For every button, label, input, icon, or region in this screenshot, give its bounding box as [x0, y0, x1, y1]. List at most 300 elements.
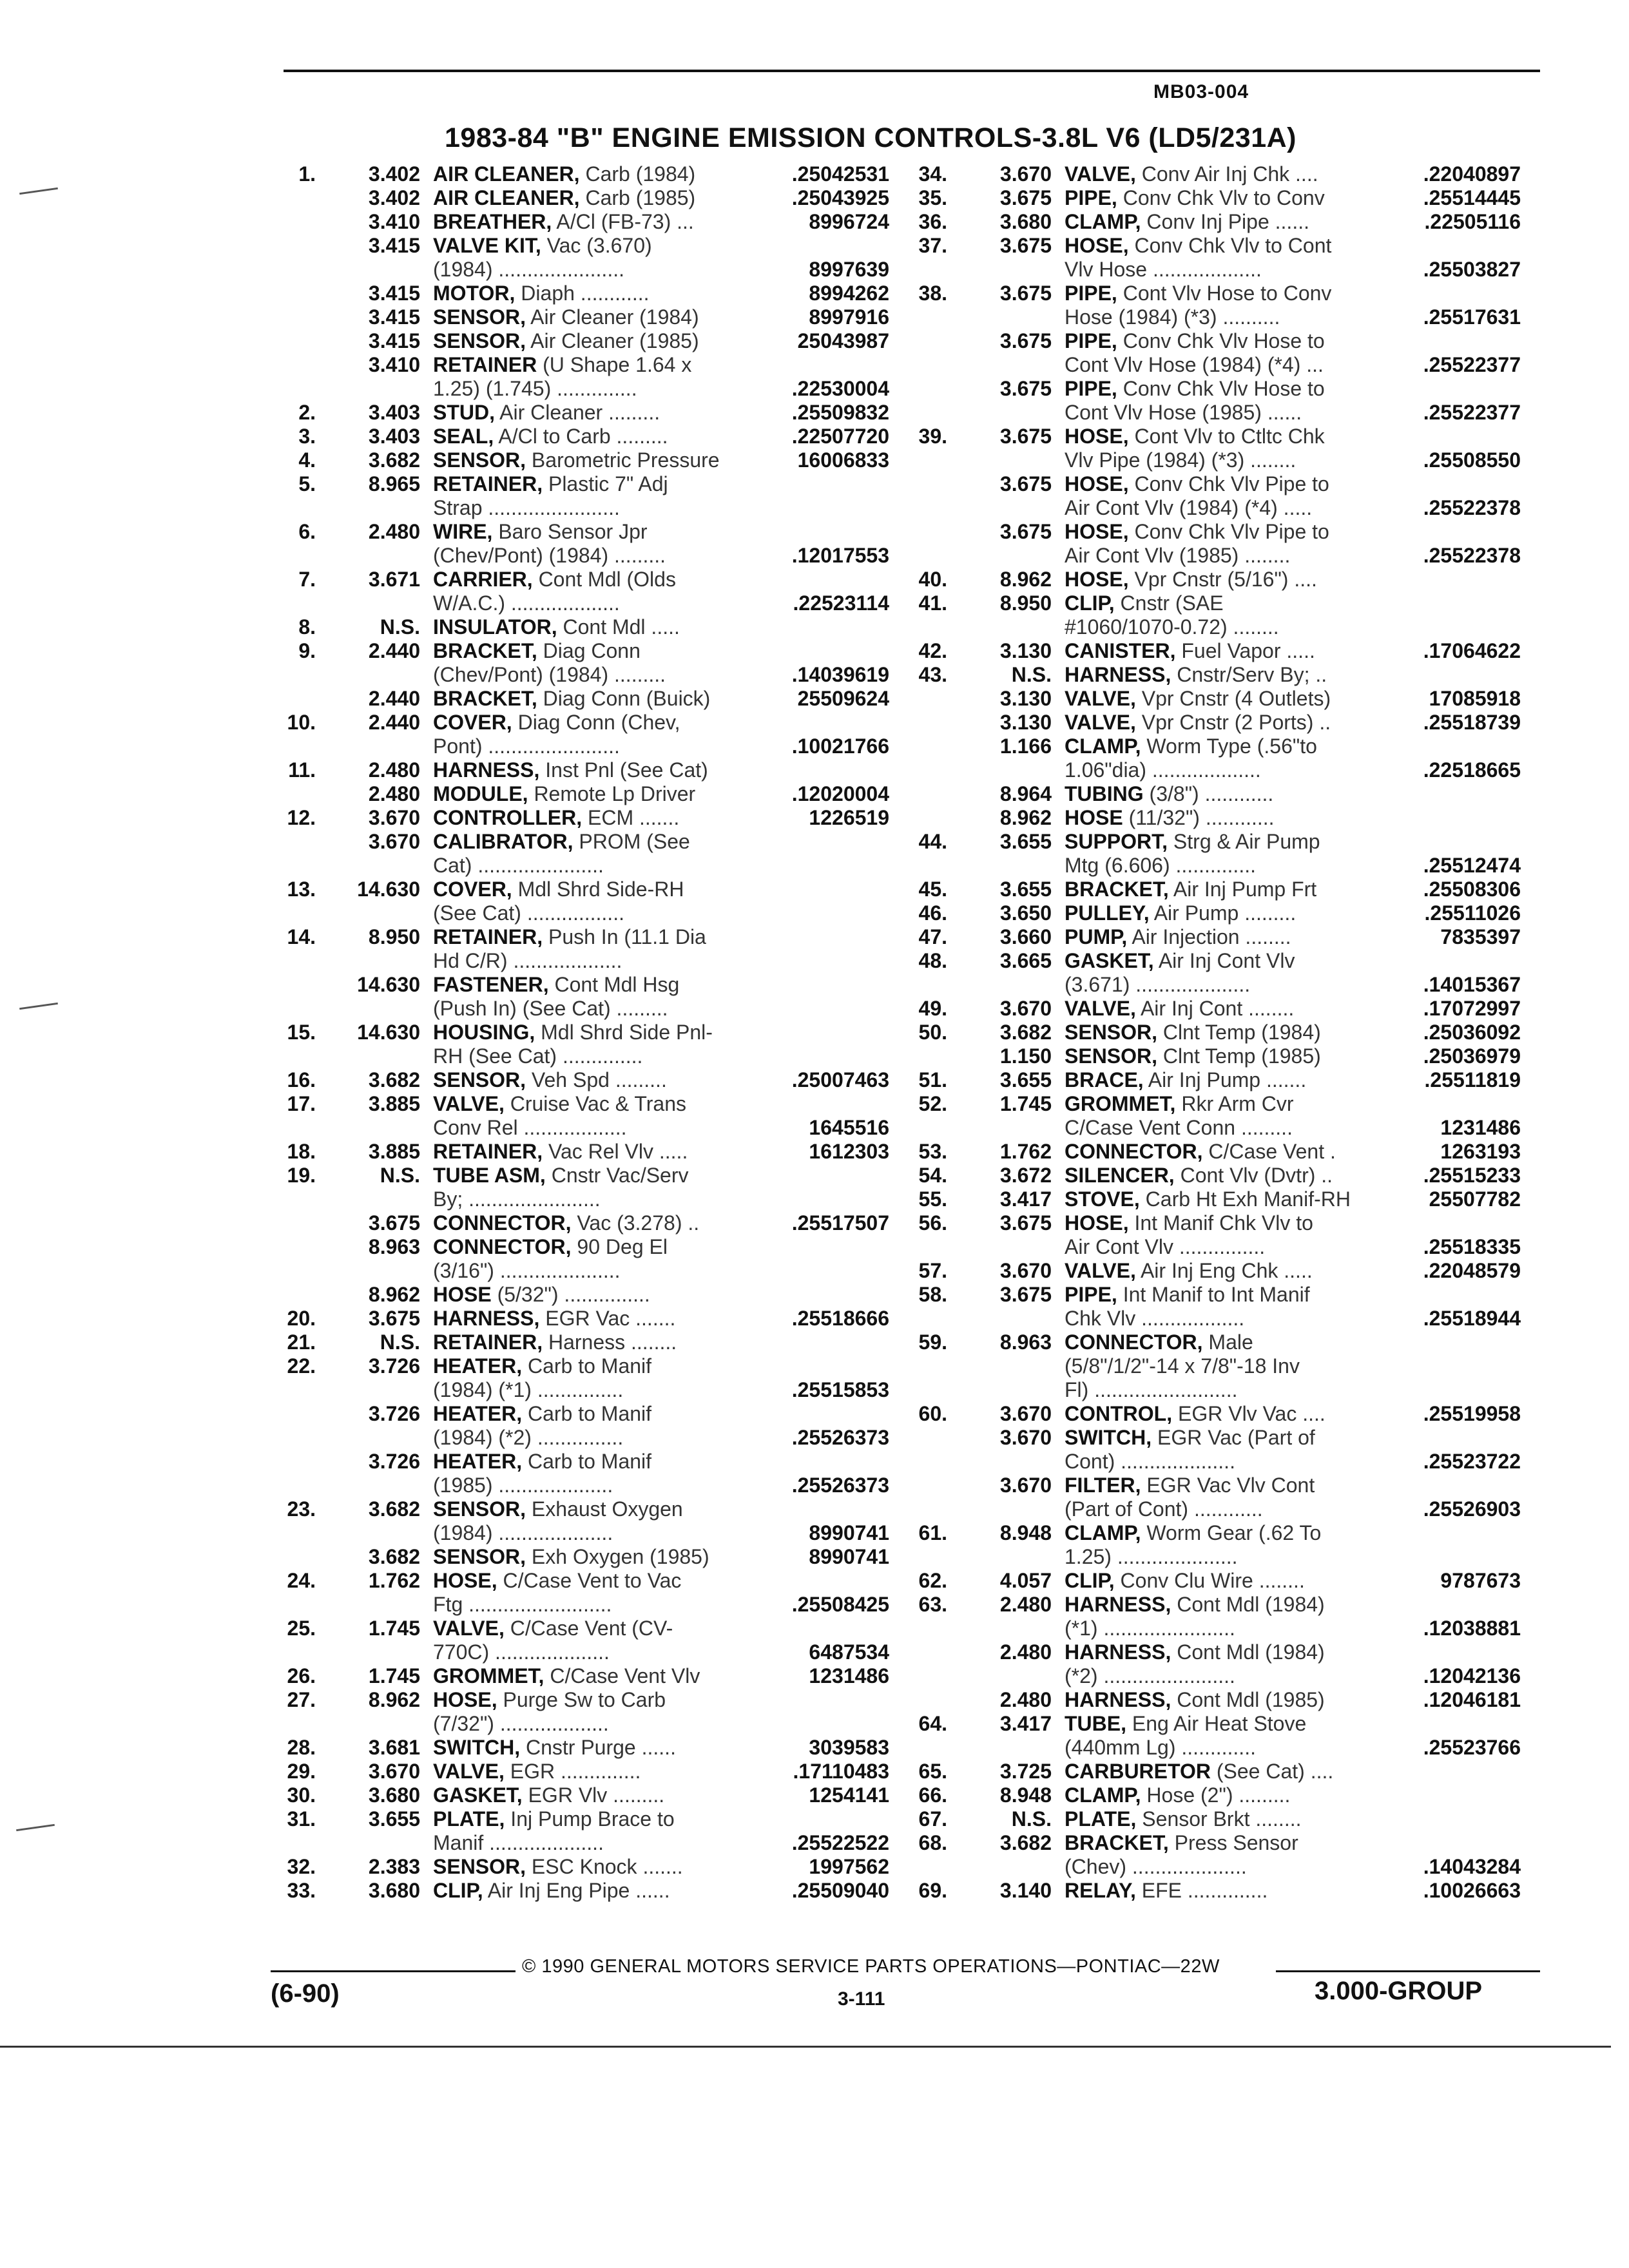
part-number: .22505116 — [1424, 210, 1521, 233]
part-description — [433, 520, 884, 544]
parts-list-row — [271, 830, 889, 854]
part-name: SENSOR, — [433, 1855, 526, 1878]
part-name: PIPE, — [1065, 186, 1117, 209]
part-detail: Carb (1985) — [579, 186, 702, 209]
part-name: RETAINER, — [433, 1331, 543, 1354]
part-detail: Diaph ............ — [515, 282, 650, 305]
parts-list-row — [902, 1021, 1521, 1044]
parts-list-row — [271, 520, 889, 544]
parts-list-row — [271, 234, 889, 258]
part-number: 8990741 — [809, 1521, 889, 1544]
parts-list-row — [902, 1855, 1521, 1879]
part-description — [433, 949, 884, 973]
part-number: 8990741 — [809, 1545, 889, 1568]
ref-number: 67. — [918, 1807, 947, 1831]
part-description — [1065, 1640, 1509, 1664]
parts-list-row — [271, 1664, 889, 1688]
part-detail: Vpr Cnstr (4 Outlets) — [1135, 687, 1331, 710]
part-description — [433, 1331, 884, 1354]
part-detail: Manif .................... — [433, 1831, 604, 1854]
part-name: HARNESS, — [1065, 663, 1171, 686]
part-description — [433, 639, 884, 663]
part-detail: Fuel Vapor ..... — [1175, 639, 1315, 662]
part-number: .25509040 — [791, 1879, 889, 1902]
part-name: GASKET, — [1065, 949, 1154, 972]
part-number: 1226519 — [809, 806, 889, 829]
parts-list-row — [902, 997, 1521, 1021]
parts-list-row — [902, 687, 1521, 711]
group-number: 3.675 — [999, 1211, 1052, 1235]
part-number: 25043987 — [797, 329, 889, 352]
part-number: 1263193 — [1440, 1140, 1521, 1163]
parts-list-row — [902, 615, 1521, 639]
part-name: HOSE, — [1065, 1211, 1129, 1235]
footer-rule-left — [271, 1970, 516, 1972]
part-detail: Air Cont Vlv (1984) (*4) ..... — [1065, 496, 1313, 519]
ref-number: 11. — [288, 758, 316, 782]
parts-list-row — [271, 329, 889, 353]
ref-number: 63. — [918, 1593, 947, 1616]
part-name: FILTER, — [1065, 1474, 1141, 1497]
group-number: 3.415 — [368, 234, 420, 257]
group-number: 3.672 — [999, 1164, 1052, 1187]
group-number: 3.130 — [999, 639, 1052, 662]
group-number: 14.630 — [357, 1021, 420, 1044]
parts-list-row — [271, 1259, 889, 1283]
parts-list-row — [902, 1068, 1521, 1092]
ref-number: 51. — [918, 1068, 947, 1091]
part-number: .22040897 — [1423, 162, 1521, 186]
part-number: 1254141 — [809, 1783, 889, 1807]
part-number: .25522522 — [791, 1831, 889, 1854]
part-name: SEAL, — [433, 425, 494, 448]
part-name: CARBURETOR — [1065, 1760, 1211, 1783]
part-name: HOSE, — [1065, 472, 1129, 495]
part-description — [433, 901, 884, 925]
part-description — [433, 472, 884, 496]
part-detail: Cont Vlv to Ctltc Chk — [1128, 425, 1325, 448]
part-detail: Worm Type (.56"to — [1141, 735, 1317, 758]
parts-list-row — [271, 997, 889, 1021]
group-number: 1.762 — [999, 1140, 1052, 1163]
group-number: N.S. — [380, 1164, 420, 1187]
part-name: SWITCH, — [1065, 1426, 1152, 1449]
part-detail: Plastic 7" Adj — [543, 472, 668, 495]
group-number: 8.964 — [999, 782, 1052, 805]
part-detail: ECM ....... — [582, 806, 680, 829]
ref-number: 17. — [287, 1092, 316, 1115]
parts-list-row — [271, 568, 889, 591]
part-detail: Mdl Shrd Side Pnl- — [535, 1021, 713, 1044]
part-detail: Male — [1202, 1331, 1253, 1354]
parts-list-row — [271, 758, 889, 782]
part-number: .17072997 — [1423, 997, 1521, 1020]
part-detail: Conv Air Inj Chk .... — [1135, 162, 1318, 186]
part-number: .25508425 — [791, 1593, 889, 1616]
part-description — [1065, 591, 1509, 615]
part-name: SENSOR, — [1065, 1021, 1158, 1044]
parts-list-row — [271, 1021, 889, 1044]
part-detail: Carb Ht Exh Manif-RH — [1139, 1187, 1351, 1211]
part-detail: 1.25) ..................... — [1065, 1545, 1238, 1568]
part-description — [433, 353, 884, 377]
group-number: 3.726 — [368, 1354, 420, 1378]
group-number: 3.675 — [999, 377, 1052, 400]
part-description — [1065, 377, 1509, 401]
group-number: 3.402 — [368, 162, 420, 186]
ref-number: 45. — [918, 878, 947, 901]
parts-list-row — [902, 1116, 1521, 1140]
ref-number: 23. — [287, 1497, 316, 1521]
bottom-rule — [0, 2046, 1611, 2048]
group-number: 3.670 — [999, 997, 1052, 1020]
part-description — [433, 1712, 884, 1736]
parts-list-row — [271, 1688, 889, 1712]
group-number: 3.415 — [368, 282, 420, 305]
group-number: 8.962 — [368, 1688, 420, 1711]
part-number: .14039619 — [791, 663, 889, 686]
part-name: TUBE, — [1065, 1712, 1126, 1735]
ref-number: 35. — [918, 186, 947, 209]
part-description — [1065, 329, 1509, 353]
ref-number: 1. — [298, 162, 316, 186]
part-detail: Cnstr/Serv By; .. — [1171, 663, 1327, 686]
part-number: 7835397 — [1440, 925, 1521, 948]
ref-number: 47. — [918, 925, 947, 948]
ref-number: 12. — [287, 806, 316, 829]
parts-list-row — [902, 1474, 1521, 1497]
part-number: .12046181 — [1423, 1688, 1521, 1711]
part-description — [433, 830, 884, 854]
part-number: .25522378 — [1423, 496, 1521, 519]
ref-number: 56. — [918, 1211, 947, 1235]
part-detail: Ftg ......................... — [433, 1593, 612, 1616]
part-description — [433, 1402, 884, 1426]
parts-list-row — [271, 949, 889, 973]
part-name: GASKET, — [433, 1783, 523, 1807]
group-number: 2.480 — [999, 1593, 1052, 1616]
ref-number: 58. — [918, 1283, 947, 1306]
part-detail: Vlv Pipe (1984) (*3) ........ — [1065, 448, 1296, 472]
ref-number: 62. — [918, 1569, 947, 1592]
part-detail: EGR Vac ....... — [539, 1307, 676, 1330]
part-description — [433, 568, 884, 591]
ref-number: 22. — [287, 1354, 316, 1378]
parts-list-row — [902, 1497, 1521, 1521]
part-name: HEATER, — [433, 1450, 523, 1473]
parts-list-row — [271, 1760, 889, 1783]
part-detail: (See Cat) ................. — [433, 901, 624, 925]
part-detail: (3/8") ............ — [1143, 782, 1274, 805]
group-number: 3.682 — [368, 1068, 420, 1091]
parts-list-row — [902, 806, 1521, 830]
part-description — [433, 234, 884, 258]
group-number: 8.963 — [368, 1235, 420, 1258]
part-detail: Cont Mdl (Olds — [532, 568, 676, 591]
ref-number: 53. — [918, 1140, 947, 1163]
group-number: 4.057 — [999, 1569, 1052, 1592]
parts-list-row — [271, 544, 889, 568]
part-name: CONNECTOR, — [433, 1211, 572, 1235]
part-detail: Cat) ...................... — [433, 854, 604, 877]
scan-mark — [19, 1003, 58, 1010]
part-detail: Sensor Brkt ........ — [1136, 1807, 1302, 1831]
part-number: 8996724 — [809, 210, 889, 233]
group-number: 3.665 — [999, 949, 1052, 972]
part-name: BRACE, — [1065, 1068, 1144, 1091]
parts-list-row — [902, 1760, 1521, 1783]
parts-list-row — [902, 925, 1521, 949]
part-detail: Air Inj Cont Vlv — [1153, 949, 1295, 972]
ref-number: 38. — [918, 282, 947, 305]
ref-number: 61. — [918, 1521, 947, 1544]
part-description — [1065, 830, 1509, 854]
part-detail: 1.25) (1.745) .............. — [433, 377, 637, 400]
group-number: 3.140 — [999, 1879, 1052, 1902]
part-name: HARNESS, — [433, 1307, 540, 1330]
part-name: CONNECTOR, — [1065, 1331, 1203, 1354]
parts-list-row — [902, 568, 1521, 591]
page-number: 3-111 — [838, 1988, 885, 2010]
group-number: 3.675 — [999, 234, 1052, 257]
parts-list-row — [271, 1426, 889, 1450]
part-detail: (1984) .................... — [433, 1521, 613, 1544]
parts-list-row — [902, 1426, 1521, 1450]
ref-number: 3. — [298, 425, 316, 448]
part-detail: Eng Air Heat Stove — [1126, 1712, 1307, 1735]
part-detail: Carb to Manif — [522, 1402, 652, 1425]
parts-list-row — [271, 1283, 889, 1307]
parts-list-row — [271, 901, 889, 925]
part-number: .25511819 — [1424, 1068, 1521, 1091]
part-description — [433, 854, 884, 878]
part-name: VALVE, — [433, 1092, 505, 1115]
part-description — [433, 1617, 884, 1640]
part-detail: (Chev/Pont) (1984) ......... — [433, 663, 666, 686]
part-name: CLAMP, — [1065, 1783, 1141, 1807]
part-name: GROMMET, — [1065, 1092, 1176, 1115]
group-number: 3.410 — [368, 353, 420, 376]
part-name: CLIP, — [1065, 1569, 1115, 1592]
parts-list-row — [902, 878, 1521, 901]
part-detail: Air Pump ......... — [1149, 901, 1296, 925]
group-label: 3.000-GROUP — [1315, 1977, 1483, 2005]
part-number: .25518944 — [1423, 1307, 1521, 1330]
part-description — [433, 758, 884, 782]
parts-list-row — [271, 1617, 889, 1640]
part-name: BRACKET, — [1065, 878, 1169, 901]
parts-list-row — [271, 210, 889, 234]
part-number: .25043925 — [791, 186, 889, 209]
group-number: 3.675 — [999, 186, 1052, 209]
part-detail: (U Shape 1.64 x — [537, 353, 692, 376]
parts-list-row — [271, 448, 889, 472]
part-number: 1612303 — [809, 1140, 889, 1163]
part-detail: Cont Vlv (Dvtr) .. — [1174, 1164, 1333, 1187]
ref-number: 68. — [918, 1831, 947, 1854]
part-number: .25519958 — [1423, 1402, 1521, 1425]
part-detail: (*2) ....................... — [1065, 1664, 1235, 1687]
part-detail: Conv Chk Vlv Pipe to — [1128, 520, 1329, 543]
group-number: 3.655 — [999, 830, 1052, 853]
ref-number: 5. — [298, 472, 316, 495]
part-description — [433, 1164, 884, 1187]
part-description — [1065, 1831, 1509, 1855]
part-number: 25509624 — [797, 687, 889, 710]
part-detail: Cont Vlv Hose (1984) (*4) ... — [1065, 353, 1324, 376]
parts-list-row — [902, 1211, 1521, 1235]
part-name: VALVE, — [433, 1760, 505, 1783]
part-name: HEATER, — [433, 1354, 523, 1378]
group-number: N.S. — [1011, 663, 1052, 686]
part-detail: By; ....................... — [433, 1187, 601, 1211]
part-number: .25508550 — [1423, 448, 1521, 472]
group-number: 3.682 — [368, 1545, 420, 1568]
parts-list-row — [902, 591, 1521, 615]
part-name: VALVE, — [1065, 711, 1136, 734]
part-description — [1065, 425, 1509, 448]
group-number: 2.440 — [368, 687, 420, 710]
ref-number: 28. — [287, 1736, 316, 1759]
part-description — [1065, 1283, 1509, 1307]
group-number: 1.745 — [368, 1664, 420, 1687]
parts-list-row — [271, 1807, 889, 1831]
part-number: .25517631 — [1423, 305, 1521, 329]
part-name: CLIP, — [433, 1879, 483, 1902]
group-number: 3.671 — [368, 568, 420, 591]
part-number: 25507782 — [1429, 1187, 1521, 1211]
ref-number: 2. — [298, 401, 316, 424]
part-name: SENSOR, — [433, 448, 526, 472]
part-name: HOUSING, — [433, 1021, 535, 1044]
parts-list-row — [271, 1092, 889, 1116]
part-detail: 90 Deg El — [571, 1235, 668, 1258]
group-number: 3.410 — [368, 210, 420, 233]
parts-list-row — [902, 1331, 1521, 1354]
part-detail: Strap ....................... — [433, 496, 620, 519]
part-name: PIPE, — [1065, 377, 1117, 400]
part-description — [1065, 520, 1509, 544]
part-detail: Cont Mdl ..... — [557, 615, 680, 639]
part-detail: Chk Vlv .................. — [1065, 1307, 1245, 1330]
part-detail: Vlv Hose ................... — [1065, 258, 1262, 281]
parts-list-row — [271, 973, 889, 997]
part-detail: Conv Chk Vlv Hose to — [1117, 377, 1325, 400]
part-name: HOSE, — [1065, 568, 1129, 591]
part-detail: Air Cleaner (1984) — [526, 305, 699, 329]
part-description — [433, 1497, 884, 1521]
part-detail: Air Cont Vlv ............... — [1065, 1235, 1266, 1258]
part-detail: Mtg (6.606) .............. — [1065, 854, 1256, 877]
part-detail: Press Sensor — [1168, 1831, 1298, 1854]
part-name: CLAMP, — [1065, 735, 1141, 758]
parts-list-row — [902, 1092, 1521, 1116]
part-name: PIPE, — [1065, 1283, 1117, 1306]
ref-number: 55. — [918, 1187, 947, 1211]
part-detail: EGR Vlv Vac .... — [1172, 1402, 1325, 1425]
part-name: SENSOR, — [433, 305, 526, 329]
group-number: 3.655 — [999, 878, 1052, 901]
part-number: .25523722 — [1423, 1450, 1521, 1473]
part-description — [433, 925, 884, 949]
group-number: N.S. — [1011, 1807, 1052, 1831]
part-name: GROMMET, — [433, 1664, 545, 1687]
page-title: 1983-84 "B" ENGINE EMISSION CONTROLS-3.8L V6 (LD5/231A) — [445, 122, 1296, 153]
parts-list-row — [902, 1879, 1521, 1903]
header-rule — [284, 70, 1540, 72]
part-name: INSULATOR, — [433, 615, 557, 639]
ref-number: 57. — [918, 1259, 947, 1282]
part-name: CONNECTOR, — [433, 1235, 572, 1258]
part-detail: Exh Oxygen (1985) — [526, 1545, 709, 1568]
part-name: PUMP, — [1065, 925, 1128, 948]
part-detail: C/Case Vent . — [1202, 1140, 1336, 1163]
part-detail: Cont) .................... — [1065, 1450, 1235, 1473]
part-detail: Inst Pnl (See Cat) — [539, 758, 708, 782]
part-detail: C/Case Vent Vlv — [544, 1664, 700, 1687]
part-detail: Cruise Vac & Trans — [504, 1092, 686, 1115]
scan-mark — [19, 187, 58, 195]
part-name: SENSOR, — [433, 329, 526, 352]
ref-number: 69. — [918, 1879, 947, 1902]
part-detail: Cnstr (SAE — [1114, 591, 1224, 615]
group-number: 3.130 — [999, 687, 1052, 710]
part-name: AIR CLEANER, — [433, 186, 580, 209]
parts-list-row — [271, 1354, 889, 1378]
parts-list-row — [902, 1783, 1521, 1807]
part-detail: Cont Mdl (1984) — [1171, 1640, 1325, 1664]
group-number: 3.680 — [368, 1879, 420, 1902]
group-number: 3.675 — [999, 425, 1052, 448]
ref-number: 7. — [298, 568, 316, 591]
ref-number: 26. — [287, 1664, 316, 1687]
parts-list-row — [902, 258, 1521, 282]
group-number: 3.403 — [368, 425, 420, 448]
parts-list-row — [271, 1569, 889, 1593]
parts-list-row — [902, 1044, 1521, 1068]
group-number: 3.650 — [999, 901, 1052, 925]
part-name: BRACKET, — [433, 639, 537, 662]
part-detail: Cont Mdl (1984) — [1171, 1593, 1325, 1616]
group-number: 1.745 — [999, 1092, 1052, 1115]
group-number: 8.962 — [999, 568, 1052, 591]
parts-list-row — [271, 1450, 889, 1474]
part-number: .25522377 — [1423, 401, 1521, 424]
parts-list-row — [271, 186, 889, 210]
part-description — [1065, 1378, 1509, 1402]
part-name: RETAINER, — [433, 472, 543, 495]
parts-list-row — [271, 1068, 889, 1092]
part-detail: ESC Knock ....... — [526, 1855, 683, 1878]
part-detail: W/A.C.) ................... — [433, 591, 620, 615]
parts-list-row — [902, 234, 1521, 258]
part-description — [433, 1021, 884, 1044]
part-detail: Vac Rel Vlv ..... — [543, 1140, 688, 1163]
ref-number: 33. — [287, 1879, 316, 1902]
parts-list-row — [271, 1497, 889, 1521]
part-detail: Cnstr Purge ...... — [520, 1736, 676, 1759]
group-number: 3.885 — [368, 1140, 420, 1163]
part-detail: Conv Chk Vlv to Cont — [1128, 234, 1332, 257]
part-number: .12042136 — [1423, 1664, 1521, 1687]
part-name: BREATHER, — [433, 210, 552, 233]
ref-number: 65. — [918, 1760, 947, 1783]
part-number: .10021766 — [791, 735, 889, 758]
part-name: CONTROLLER, — [433, 806, 583, 829]
part-detail: Carb to Manif — [522, 1450, 652, 1473]
part-name: RETAINER, — [433, 925, 543, 948]
parts-list-row — [271, 1736, 889, 1760]
